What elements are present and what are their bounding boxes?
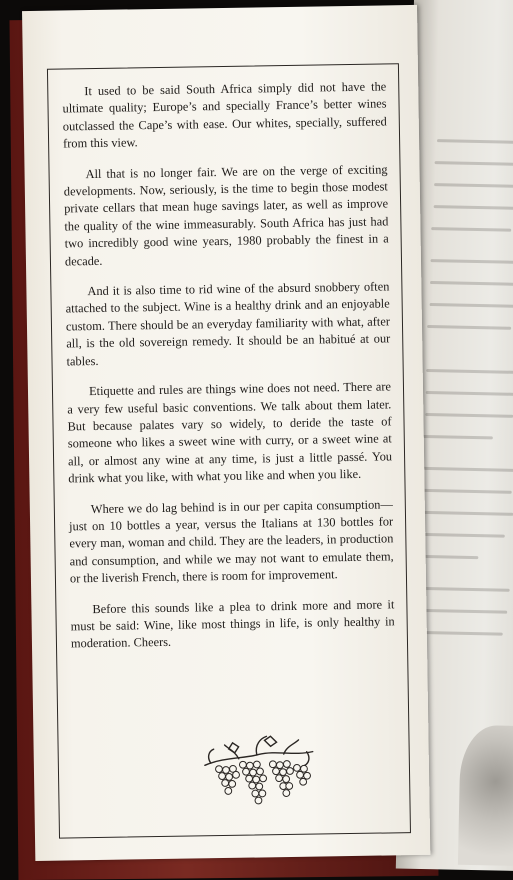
paragraph-5: Where we do lag behind is in our per capita consumption—just on 10 bottles a year, versus the Italians at 130 bottles for every man, woman and child. They are the leaders, in production and consumption, and while we may not want to emulate them, or the liverish French, there is room for improvement. (69, 496, 394, 586)
paragraph-1: It used to be said South Africa simply did not have the ultimate quality; Europe’s and specially France’s better wines outclassed the Cape’s with ease. Our whites, specially, suffered from this view. (62, 79, 387, 151)
paragraph-3: And it is also time to rid wine of the absurd snobbery often attached to the subject. Wine is a healthy drink and an enjoyable custom. There should be an everyday familiarity with what, after all, is the old sovereign remedy. It should be an habitué at our tables. (65, 279, 391, 369)
paragraph-2: All that is no longer fair. We are on the verge of exciting developments. Now, seriously, is the time to begin those modest private cellars that mean huge savings later, as well as improve the quality of the wine immeasurably. South Africa has just had two incredibly good wine years, 1980 probably the finest in a decade. (63, 162, 389, 269)
body-text (62, 78, 395, 666)
grape-vine-icon (198, 734, 319, 814)
paragraph-6: Before this sounds like a plea to drink more and more it must be said: Wine, like most things in life, is only healthy in moderation. Cheers. (70, 596, 395, 651)
facing-page-illustration (458, 725, 513, 867)
booklet-page (22, 5, 430, 861)
text-frame (47, 63, 411, 838)
paragraph-4: Etiquette and rules are things wine does not need. There are a very few useful basic conventions. We talk about them later. But because palates vary so widely, to deride the taste of someone who likes a sweet wine with curry, or a sweet wine at all, or almost any wine at any time, is just a little passé. You drink what you like, with what you like and when you like. (67, 379, 393, 486)
